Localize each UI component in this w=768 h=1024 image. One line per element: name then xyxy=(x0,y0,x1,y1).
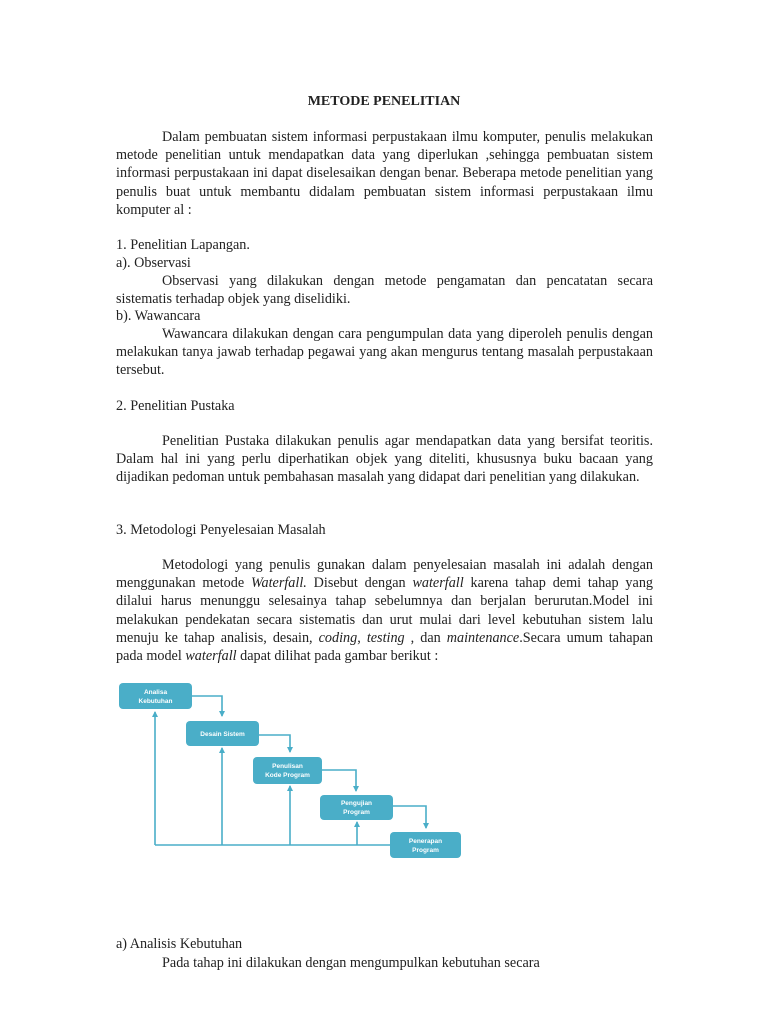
step-penulisan-kode-program xyxy=(253,757,322,784)
metodologi-text-7: dapat dilihat pada gambar berikut : xyxy=(236,648,439,665)
step4-line2: Program xyxy=(343,809,370,816)
metodologi-text-3: karena tahap demi tahap yang dilalui harus menunggu selesainya tahap sebelumnya dan berjalan berurutan.Model ini melakukan pendekatan secara sistematis dan urut mulai dari level kebutuhan sistem lalu menuju ke tahap analisis, desain, xyxy=(116,575,654,646)
wawancara-paragraph: Wawancara dilakukan dengan cara pengumpulan data yang diperoleh penulis dengan melakukan tanya jawab terhadap pegawai yang akan mengurus tentang masalah perpustakaan tersebut. xyxy=(116,326,653,379)
step-penerapan-program xyxy=(390,832,461,858)
page-title: METODE PENELITIAN xyxy=(307,94,461,109)
connector-2-3 xyxy=(259,735,290,752)
observasi-label: a). Observasi xyxy=(116,255,191,271)
intro-paragraph: Dalam pembuatan sistem informasi perpustakaan ilmu komputer, penulis melakukan metode penelitian untuk mendapatkan data yang diperlukan ,sehingga pembuatan sistem informasi perpustakaan ini dapat diselesaikan dengan benar. Beberapa metode penelitian yang penulis buat untuk membantu didalam pembuatan sistem informasi perpustakaan ilmu komputer al : xyxy=(116,129,653,218)
observasi-paragraph: Observasi yang dilakukan dengan metode pengamatan dan pencatatan secara sistematis terhadap objek yang diselidiki. xyxy=(116,273,653,308)
connector-4-5 xyxy=(393,806,426,828)
section-3-heading: 3. Metodologi Penyelesaian Masalah xyxy=(116,522,326,538)
waterfall-term-3: waterfall xyxy=(185,648,237,665)
section-2-heading: 2. Penelitian Pustaka xyxy=(116,398,235,414)
metodologi-text-4: , xyxy=(357,629,367,646)
connector-1-2 xyxy=(192,696,222,716)
step1-line2: Kebutuhan xyxy=(138,698,173,705)
step-desain-sistem xyxy=(186,721,259,746)
step3-line2: Kode Program xyxy=(265,772,310,779)
step-analisa-kebutuhan xyxy=(119,683,192,709)
wawancara-label: b). Wawancara xyxy=(116,308,201,324)
analisis-kebutuhan-text: Pada tahap ini dilakukan dengan mengumpulkan kebutuhan secara xyxy=(162,955,540,971)
step5-line1: Penerapan xyxy=(408,838,443,845)
waterfall-term-2: waterfall xyxy=(412,575,464,592)
step3-line1: Penulisan xyxy=(272,763,303,770)
connector-3-4 xyxy=(322,770,356,791)
maintenance-term: maintenance xyxy=(446,629,520,646)
step2-line1: Desain Sistem xyxy=(200,731,245,738)
step4-line1: Pengujian xyxy=(340,800,373,807)
coding-term: coding xyxy=(318,629,358,646)
step1-line1: Analisa xyxy=(143,689,168,696)
step-pengujian-program xyxy=(320,795,393,820)
metodologi-text-1: Metodologi yang penulis gunakan dalam penyelesaian masalah ini adalah dengan menggunakan metode xyxy=(116,557,653,592)
step5-line2: Program xyxy=(412,847,439,854)
metodologi-text-6: .Secara umum tahapan pada model xyxy=(116,629,653,665)
metodologi-text-5: , dan xyxy=(404,629,447,646)
section-1-heading: 1. Penelitian Lapangan. xyxy=(116,237,250,253)
pustaka-paragraph: Penelitian Pustaka dilakukan penulis agar mendapatkan data yang bersifat teoritis. Dalam hal ini yang perlu diperhatikan objek yang diteliti, khususnya buku bacaan yang dijadikan pedoman untuk pembahasan masalah yang didapat dari penelitian yang dilakukan. xyxy=(116,433,653,486)
waterfall-term-1: Waterfall. xyxy=(251,575,307,592)
testing-term: testing xyxy=(366,629,405,646)
metodologi-text-2: Disebut dengan xyxy=(306,575,413,592)
analisis-kebutuhan-heading: a) Analisis Kebutuhan xyxy=(116,936,243,952)
